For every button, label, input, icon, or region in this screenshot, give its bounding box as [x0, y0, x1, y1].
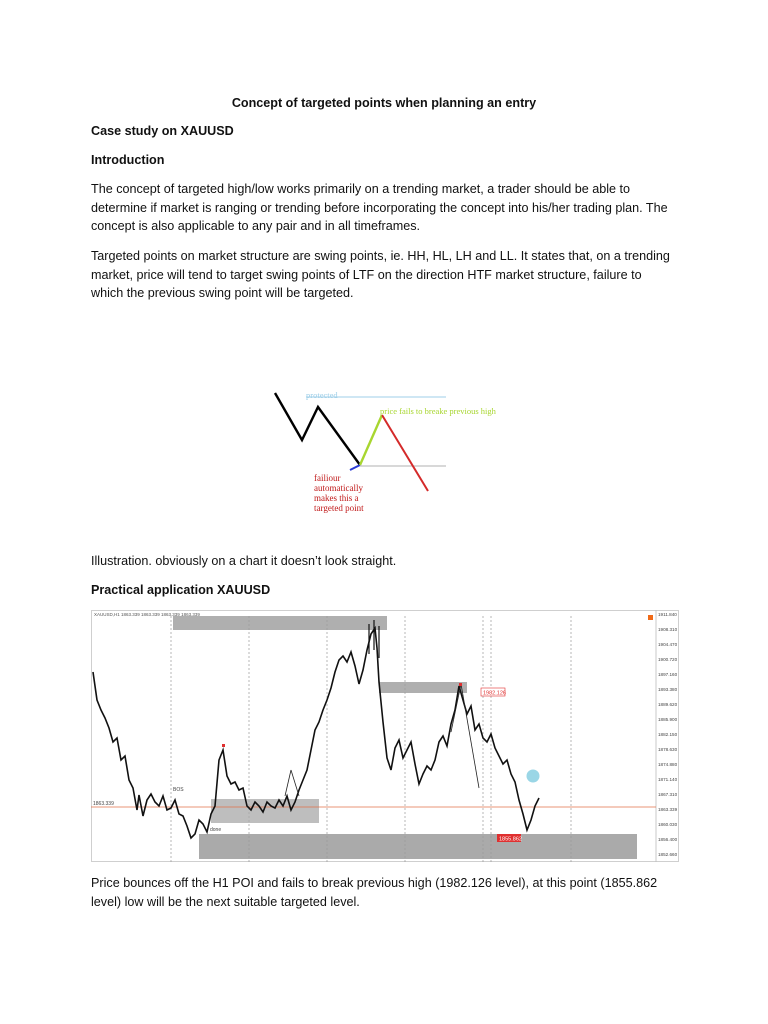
downtrend-swing-line: [275, 393, 360, 465]
intro-paragraph-2: Targeted points on market structure are swing points, ie. HH, HL, LH and LL. It states that, on a trending market, price will tend to target swing points of LTF on the direction HTF market structure, failure to which the previous swing point will be targeted.: [91, 249, 670, 301]
top-supply-zone: [173, 616, 387, 630]
red-drop-line: [382, 415, 428, 491]
fails-label: price fails to breake previous high: [380, 406, 496, 416]
price-axis-tick-label: 1878.630: [658, 747, 678, 752]
price-axis-tick-label: 1860.030: [658, 822, 678, 827]
done-label: done: [210, 827, 222, 833]
price-axis-tick-label: 1911.840: [658, 612, 677, 617]
chart-close-icon: [648, 615, 653, 620]
price-axis-tick-label: 1852.660: [658, 852, 678, 857]
xauusd-h1-chart: [91, 610, 679, 862]
green-rally-line: [360, 415, 382, 465]
market-structure-diagram: [268, 385, 548, 515]
h1-poi-zone: [211, 799, 319, 823]
chart-header: XAUUSD,H1 1863.339 1863.339 1863.339 1863.339: [94, 612, 200, 617]
illustration-caption: Illustration. obviously on a chart it doesn’t look straight.: [91, 554, 397, 568]
failure-blue-segment: [350, 465, 360, 470]
failure-label-line-4: targeted point: [314, 503, 364, 513]
price-axis-tick-label: 1889.620: [658, 702, 678, 707]
price-axis-tick-label: 1893.380: [658, 687, 678, 692]
page-title: Concept of targeted points when planning an entry: [231, 96, 537, 110]
price-axis-tick-label: 1856.400: [658, 837, 678, 842]
price-axis-tick-label: 1882.150: [658, 732, 678, 737]
protected-label: protected: [306, 390, 338, 400]
price-axis-tick-label: 1871.140: [658, 777, 678, 782]
price-axis-tick-label: 1908.310: [658, 627, 678, 632]
price-axis-tick-label: 1904.470: [658, 642, 678, 647]
high-level-label: 1982.126: [483, 690, 506, 697]
low-level-label: 1855.862: [499, 836, 522, 843]
target-circle: [527, 770, 540, 783]
mid-supply-zone: [379, 682, 467, 693]
price-axis-tick-label: 1897.160: [658, 672, 678, 677]
bottom-demand-zone: [199, 834, 637, 859]
introduction-heading: Introduction: [91, 153, 165, 167]
left-price-label: 1863.339: [93, 801, 114, 807]
practical-heading: Practical application XAUUSD: [91, 583, 271, 597]
intro-paragraph-1: The concept of targeted high/low works primarily on a trending market, a trader should be able to determine if market is ranging or trending before incorporating the concept into his/her trading plan. The concept is also applicable to any pair and in all timeframes.: [91, 182, 668, 234]
failure-label-line-1: failiour: [314, 473, 341, 483]
price-axis-tick-label: 1867.310: [658, 792, 678, 797]
bos-label: BOS: [173, 787, 184, 793]
closing-paragraph: Price bounces off the H1 POI and fails to break previous high (1982.126 level), at this point (1855.862 level) low will be the next suitable targeted level.: [91, 876, 658, 909]
failure-label-line-2: automatically: [314, 483, 363, 493]
case-study-heading: Case study on XAUUSD: [91, 124, 234, 138]
failure-label-line-3: makes this a: [314, 493, 359, 503]
price-axis-tick-label: 1900.720: [658, 657, 678, 662]
price-axis-tick-label: 1885.900: [658, 717, 678, 722]
price-axis-tick-label: 1863.339: [658, 807, 678, 812]
price-axis-tick-label: 1874.880: [658, 762, 678, 767]
